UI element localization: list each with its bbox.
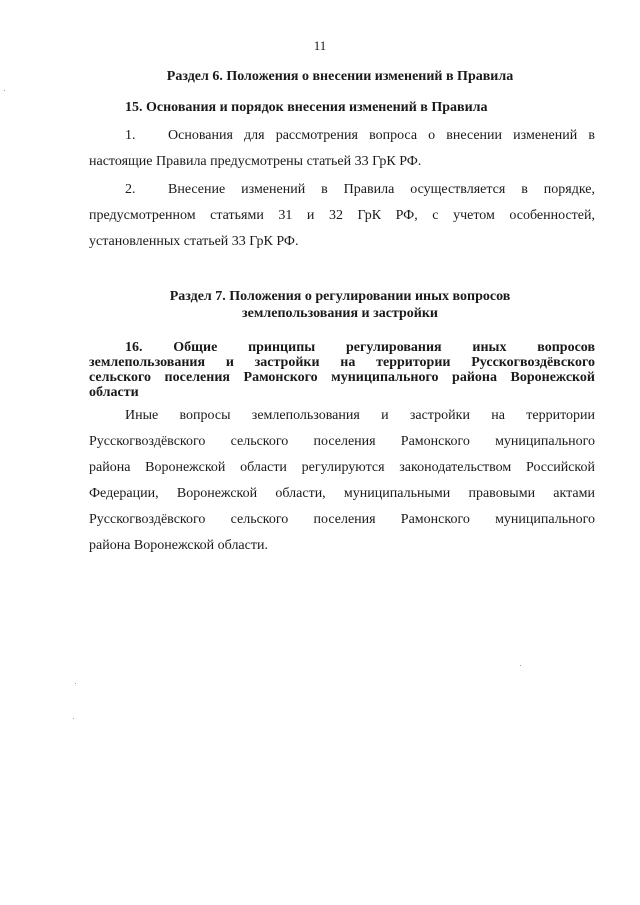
item-2-number: 2.: [125, 182, 136, 197]
section-6-heading: Раздел 6. Положения о внесении изменений в Правила: [166, 69, 514, 84]
article-16-body-line-5: Русскогвоздёвского сельского поселения Рамонского муниципального: [89, 512, 595, 527]
scan-speck: [75, 683, 76, 684]
article-16-body-line-2: Русскогвоздёвского сельского поселения Рамонского муниципального: [89, 434, 595, 449]
scan-speck: [4, 90, 5, 91]
item-2-line-1: Внесение изменений в Правила осуществляется в порядке,: [168, 182, 595, 197]
article-16-heading-line-4: области: [89, 385, 139, 400]
section-7-heading-line-2: землепользования и застройки: [242, 306, 438, 321]
item-1-line-1: Основания для рассмотрения вопроса о внесении изменений в: [168, 128, 595, 143]
article-16-heading-line-1: 16. Общие принципы регулирования иных вопросов: [125, 340, 595, 355]
scan-speck: [520, 665, 521, 666]
article-16-body-line-1: Иные вопросы землепользования и застройки на территории: [125, 408, 595, 423]
section-7-heading-line-1: Раздел 7. Положения о регулировании иных вопросов: [169, 289, 511, 304]
article-16-body-line-3: района Воронежской области регулируются законодательством Российской: [89, 460, 595, 475]
scan-speck: [73, 718, 74, 719]
article-15-heading: 15. Основания и порядок внесения изменений в Правила: [125, 100, 488, 115]
article-16-body-line-4: Федерации, Воронежской области, муниципальными правовыми актами: [89, 486, 595, 501]
item-1-line-2: настоящие Правила предусмотрены статьей 33 ГрК РФ.: [89, 154, 422, 169]
item-1-number: 1.: [125, 128, 136, 143]
article-16-heading-line-3: сельского поселения Рамонского муниципального района Воронежской: [89, 370, 595, 385]
section-7-heading: [90, 288, 590, 322]
article-16-heading-line-2: землепользования и застройки на территории Русскогвоздёвского: [89, 355, 595, 370]
page-number: 11: [313, 38, 327, 53]
item-2-line-2: предусмотренном статьями 31 и 32 ГрК РФ, с учетом особенностей,: [89, 208, 595, 223]
article-16-body-line-6: района Воронежской области.: [89, 538, 268, 553]
item-2-line-3: установленных статьей 33 ГрК РФ.: [89, 234, 299, 249]
